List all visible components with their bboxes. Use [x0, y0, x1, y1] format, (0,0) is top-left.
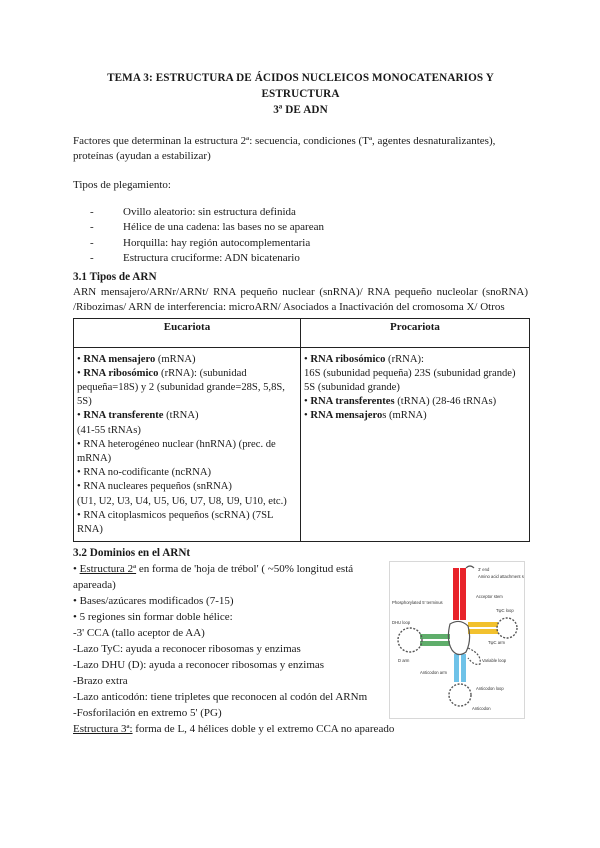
- euk-scrna-2: RNA): [77, 524, 103, 536]
- d-stem: [420, 634, 450, 639]
- label-phosphorylated: Phosphorylated 5' terminus: [392, 600, 443, 606]
- euk-snrna-1: • RNA nucleares pequeños (snRNA): [77, 481, 232, 493]
- tpsic-stem: [468, 622, 498, 627]
- d-stem-2: [420, 641, 450, 646]
- title-line-1: TEMA 3: ESTRUCTURA DE ÁCIDOS NUCLEICOS MONOCATENARIOS Y ESTRUCTURA: [107, 72, 494, 100]
- label-anticodon-loop: Anticodon loop: [476, 686, 504, 692]
- prok-rrna-line3: 5S (subunidad grande): [304, 382, 400, 394]
- prok-rrna: • RNA ribosómico (rRNA):: [304, 353, 424, 365]
- euk-mrna-rest: (mRNA): [155, 353, 196, 365]
- trna-text: [73, 561, 383, 721]
- euk-snrna-2: (U1, U2, U3, U4, U5, U6, U7, U8, U9, U10, etc.): [77, 495, 287, 507]
- prok-mrna-rest: s (mRNA): [382, 410, 427, 422]
- dhu-loop: [398, 628, 422, 652]
- struct2-line: • Estructura 2ª en forma de 'hoja de trébol' ( ~50% longitud está: [73, 563, 354, 576]
- region-item: -Lazo anticodón: tiene tripletes que reconocen al codón del ARNm: [73, 691, 368, 704]
- folding-list: [73, 205, 528, 267]
- anticodon-stem-2: [461, 654, 466, 682]
- folding-label: Tipos de plegamiento:: [73, 179, 171, 191]
- anticodon-loop: [449, 684, 471, 706]
- section-3-2-heading: 3.2 Dominios en el ARNt: [73, 547, 191, 560]
- label-tc-arm: TψC arm: [488, 640, 505, 646]
- label-dhu: DHU loop: [392, 620, 411, 626]
- region-item: -Lazo DHU (D): ayuda a reconocer ribosomas y enzimas: [73, 659, 325, 672]
- prok-trna-rest: (tRNA) (28-46 tRNAs): [394, 396, 497, 408]
- prok-rrna-rest: (rRNA):: [385, 353, 424, 365]
- arn-types-paragraph: ARN mensajero/ARNr/ARNt/ RNA pequeño nuclear (snRNA)/ RNA pequeño nucleolar (snoRNA) /Ribozimas/ ARN de interferencia: microARN/ Asociados a Inactivación del cromosoma X/ Otros: [73, 285, 528, 313]
- prok-mrna: • RNA mensajeros (mRNA): [304, 410, 427, 422]
- euk-scrna-1: • RNA citoplasmicos pequeños (scRNA) (7SL: [77, 509, 274, 521]
- label-acceptor: Acceptor stem: [476, 594, 503, 600]
- folding-item: - Hélice de una cadena: las bases no se aparean: [73, 220, 528, 235]
- euk-mrna: • RNA mensajero (mRNA): [77, 353, 196, 365]
- prok-trna: • RNA transferentes (tRNA) (28-46 tRNAs): [304, 396, 497, 408]
- tpsic-loop: [497, 618, 517, 638]
- struct2-rest2: apareada): [73, 579, 116, 592]
- tpsic-stem-2: [468, 629, 498, 634]
- label-three-end: 3' end: [478, 567, 490, 573]
- prok-rrna-line2: 16S (subunidad pequeña) 23S (subunidad grande): [304, 367, 516, 379]
- region-item: -Fosforilación en extremo 5' (PG): [73, 707, 222, 720]
- folding-item: - Horquilla: hay región autocomplementaria: [73, 236, 528, 251]
- struct3-rest: forma de L, 4 hélices doble y el extremo CCA no apareado: [132, 723, 395, 736]
- euk-trna: • RNA transferente (tRNA): [77, 410, 199, 422]
- region-item: -Lazo TyC: ayuda a reconocer ribosomas y enzimas: [73, 643, 301, 656]
- bases-line: • Bases/azúcares modificados (7-15): [73, 595, 234, 608]
- folding-item: - Estructura cruciforme: ADN bicatenario: [73, 251, 528, 266]
- prok-rrna-bold: RNA ribosómico: [310, 353, 386, 365]
- section-3-1-heading: 3.1 Tipos de ARN: [73, 270, 157, 283]
- region-item: -3' CCA (tallo aceptor de AA): [73, 627, 205, 640]
- regions-line: • 5 regiones sin formar doble hélice:: [73, 611, 233, 624]
- euk-rrna-rest1: (rRNA): (subunidad: [158, 367, 247, 379]
- trna-cloverleaf-figure: [389, 561, 525, 719]
- struct3-label: Estructura 3ª:: [73, 723, 133, 736]
- euk-hnrna-2: mRNA): [77, 453, 112, 465]
- label-anticodon: Anticodon: [472, 706, 491, 712]
- prok-trna-bold: RNA transferentes: [310, 396, 395, 408]
- struct2-rest1: en forma de 'hoja de trébol' ( ~50% longitud está: [136, 563, 354, 576]
- rna-types-table: [73, 318, 530, 543]
- label-tpsic: TψC loop: [496, 608, 514, 614]
- euk-rrna-rest2: pequeña=18S) y 2 (subunidad grande=28S, 5,8S,: [77, 382, 285, 394]
- euk-hnrna-1: • RNA heterogéneo nuclear (hnRNA) (prec. de: [77, 438, 276, 450]
- document-page: [73, 70, 528, 737]
- procariota-cell: [301, 347, 530, 542]
- trna-diagram: [390, 562, 524, 718]
- prok-mrna-bold: RNA mensajero: [310, 410, 383, 422]
- label-attachment: Amino acid attachment site: [478, 574, 524, 580]
- label-variable: Variable loop: [482, 658, 507, 664]
- table-header-procariota: Procariota: [301, 318, 530, 347]
- variable-loop: [468, 648, 480, 664]
- page-title: [73, 70, 528, 118]
- title-line-2: 3ª DE ADN: [273, 104, 328, 116]
- struct2-label: Estructura 2ª: [79, 563, 137, 576]
- acceptor-stem: [453, 568, 459, 620]
- folding-item: - Ovillo aleatorio: sin estructura definida: [73, 205, 528, 220]
- euk-mrna-bold: RNA mensajero: [83, 353, 156, 365]
- trna-section: [73, 545, 528, 737]
- struct3-line: [73, 721, 528, 737]
- table-header-eucariota: Eucariota: [74, 318, 301, 347]
- label-ac-arm: Anticodon arm: [420, 670, 447, 676]
- euk-rrna: • RNA ribosómico (rRNA): (subunidad: [77, 367, 247, 379]
- region-item: -Brazo extra: [73, 675, 128, 688]
- label-d-arm: D arm: [398, 658, 410, 664]
- euk-trna-count: (41-55 tRNAs): [77, 424, 141, 436]
- euk-trna-rest: (tRNA): [163, 410, 199, 422]
- euk-rrna-bold: RNA ribosómico: [83, 367, 159, 379]
- acceptor-stem-2: [460, 568, 466, 620]
- three-prime-end: [466, 566, 474, 568]
- euk-trna-bold: RNA transferente: [83, 410, 164, 422]
- euk-ncrna: • RNA no-codificante (ncRNA): [77, 467, 212, 479]
- backbone-junction: [448, 622, 469, 655]
- anticodon-stem: [454, 654, 459, 682]
- euk-rrna-rest3: 5S): [77, 396, 92, 408]
- intro-paragraph: Factores que determinan la estructura 2ª: secuencia, condiciones (Tª, agentes desnaturalizantes), proteínas (ayudan a estabilizar): [73, 135, 496, 162]
- eucariota-cell: [74, 347, 301, 542]
